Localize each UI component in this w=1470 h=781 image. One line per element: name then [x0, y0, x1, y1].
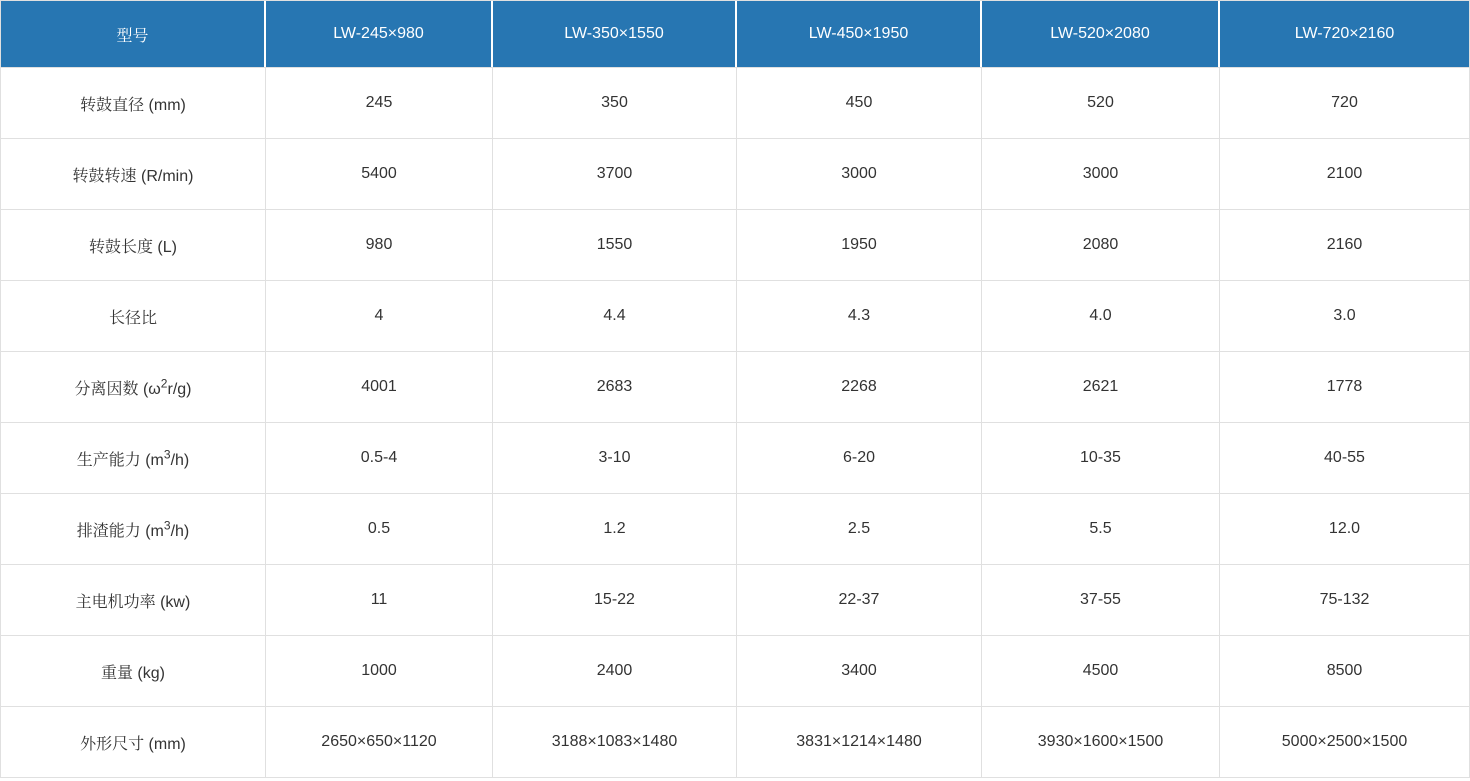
cell: 3831×1214×1480: [737, 706, 982, 777]
row-label: 排渣能力 $(m^3/h)$: [1, 493, 266, 564]
cell: 2100: [1220, 138, 1469, 209]
model-column-title: 型号: [1, 1, 266, 67]
cell: 4001: [266, 351, 493, 422]
table-row: [1, 635, 1469, 706]
cell: 5400: [266, 138, 493, 209]
table-row: [1, 280, 1469, 351]
cell: 4.4: [493, 280, 737, 351]
cell: 2683: [493, 351, 737, 422]
table-row: [1, 138, 1469, 209]
cell: 3930×1600×1500: [982, 706, 1220, 777]
cell: 1778: [1220, 351, 1469, 422]
cell: 12.0: [1220, 493, 1469, 564]
cell: 4: [266, 280, 493, 351]
cell: 2650×650×1120: [266, 706, 493, 777]
model-header: LW-520×2080: [982, 1, 1220, 67]
row-label: 重量 (kg): [1, 635, 266, 706]
table-row: [1, 564, 1469, 635]
cell: 11: [266, 564, 493, 635]
cell: 980: [266, 209, 493, 280]
cell: 0.5: [266, 493, 493, 564]
model-header: LW-245×980: [266, 1, 493, 67]
cell: 15-22: [493, 564, 737, 635]
cell: 4.3: [737, 280, 982, 351]
cell: 450: [737, 67, 982, 138]
row-label: 转鼓直径 (mm): [1, 67, 266, 138]
cell: 5.5: [982, 493, 1220, 564]
cell: 5000×2500×1500: [1220, 706, 1469, 777]
cell: 1550: [493, 209, 737, 280]
cell: 1000: [266, 635, 493, 706]
cell: 3700: [493, 138, 737, 209]
table-row: [1, 351, 1469, 422]
row-label: 分离因数 $(\omega^2r/g)$: [1, 351, 266, 422]
model-header: LW-350×1550: [493, 1, 737, 67]
cell: 10-35: [982, 422, 1220, 493]
table-row: [1, 493, 1469, 564]
cell: 2.5: [737, 493, 982, 564]
cell: 4.0: [982, 280, 1220, 351]
cell: 245: [266, 67, 493, 138]
cell: 350: [493, 67, 737, 138]
model-header: LW-450×1950: [737, 1, 982, 67]
cell: 720: [1220, 67, 1469, 138]
row-label: 转鼓长度 (L): [1, 209, 266, 280]
cell: 3188×1083×1480: [493, 706, 737, 777]
cell: 2400: [493, 635, 737, 706]
cell: 4500: [982, 635, 1220, 706]
cell: 2080: [982, 209, 1220, 280]
header-row: [1, 1, 1469, 67]
cell: 2268: [737, 351, 982, 422]
table-row: [1, 706, 1469, 777]
cell: 8500: [1220, 635, 1469, 706]
cell: 0.5-4: [266, 422, 493, 493]
cell: 3-10: [493, 422, 737, 493]
cell: 520: [982, 67, 1220, 138]
row-label: 长径比: [1, 280, 266, 351]
row-label: 主电机功率 (kw): [1, 564, 266, 635]
cell: 2160: [1220, 209, 1469, 280]
row-label: 转鼓转速 (R/min): [1, 138, 266, 209]
cell: 75-132: [1220, 564, 1469, 635]
table-row: [1, 422, 1469, 493]
cell: 2621: [982, 351, 1220, 422]
cell: 1.2: [493, 493, 737, 564]
cell: 3000: [982, 138, 1220, 209]
model-header: LW-720×2160: [1220, 1, 1469, 67]
cell: 3000: [737, 138, 982, 209]
cell: 37-55: [982, 564, 1220, 635]
row-label: 外形尺寸 (mm): [1, 706, 266, 777]
table-row: [1, 67, 1469, 138]
row-label: 生产能力 $(m^3/h)$: [1, 422, 266, 493]
cell: 1950: [737, 209, 982, 280]
cell: 3.0: [1220, 280, 1469, 351]
cell: 6-20: [737, 422, 982, 493]
cell: 3400: [737, 635, 982, 706]
cell: 22-37: [737, 564, 982, 635]
table-row: [1, 209, 1469, 280]
cell: 40-55: [1220, 422, 1469, 493]
